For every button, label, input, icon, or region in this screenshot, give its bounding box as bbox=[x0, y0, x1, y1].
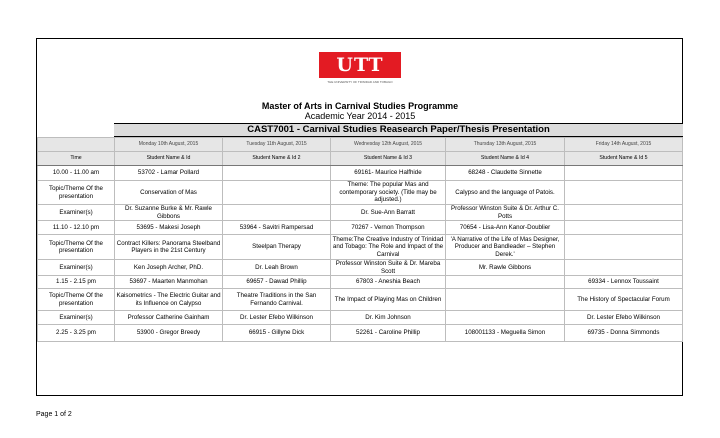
table-cell: 67803 - Aneshia Beach bbox=[331, 276, 446, 289]
table-row bbox=[38, 235, 683, 260]
logo-text: UTT bbox=[336, 53, 384, 76]
row-label-cell: 2.25 - 3.25 pm bbox=[38, 325, 115, 342]
table-cell bbox=[565, 205, 683, 221]
table-cell: Professor Winston Suite & Dr. Arthur C. Potts bbox=[446, 205, 565, 221]
table-row bbox=[38, 289, 683, 311]
table-cell bbox=[223, 166, 331, 181]
table-cell: 53900 - Gregor Breedy bbox=[115, 325, 223, 342]
table-cell: Conservation of Mas bbox=[115, 181, 223, 205]
row-label-cell: Topic/Theme Of the presentation bbox=[38, 181, 115, 205]
table-cell: The History of Spectacular Forum bbox=[565, 289, 683, 311]
table-cell: 53695 - Makesi Joseph bbox=[115, 221, 223, 235]
row-label-cell: Examiner(s) bbox=[38, 311, 115, 325]
table-cell bbox=[565, 221, 683, 235]
table-cell bbox=[446, 289, 565, 311]
table-cell bbox=[565, 166, 683, 181]
program-title: Master of Arts in Carnival Studies Programme bbox=[261, 101, 459, 111]
page-number: Page 1 of 2 bbox=[36, 411, 72, 418]
table-cell: 70654 - Lisa-Ann Kanor-Doublier bbox=[446, 221, 565, 235]
row-label-cell: Time bbox=[38, 152, 115, 166]
table-cell bbox=[446, 311, 565, 325]
table-row bbox=[38, 166, 683, 181]
row-label-cell: Topic/Theme Of the presentation bbox=[38, 289, 115, 311]
table-cell bbox=[565, 181, 683, 205]
table-row bbox=[38, 311, 683, 325]
row-label-cell bbox=[38, 138, 115, 152]
table-row bbox=[38, 276, 683, 289]
table-cell bbox=[565, 235, 683, 260]
table-cell: Dr. Leah Brown bbox=[223, 260, 331, 276]
table-cell: Professor Winston Suite & Dr. Mareba Scott bbox=[331, 260, 446, 276]
table-cell: 69735 - Donna Simmonds bbox=[565, 325, 683, 342]
table-cell: 'A Narrative of the Life of Mas Designer, Producer and Bandleader – Stephen Derek.' bbox=[446, 235, 565, 260]
table-cell: Wednesday 12th August, 2015 bbox=[331, 138, 446, 152]
table-cell: Steelpan Therapy bbox=[223, 235, 331, 260]
row-label-cell: Examiner(s) bbox=[38, 260, 115, 276]
schedule-table bbox=[37, 137, 683, 342]
row-label-cell: 10.00 - 11.00 am bbox=[38, 166, 115, 181]
table-cell: 66915 - Gillyne Dick bbox=[223, 325, 331, 342]
academic-year: Academic Year 2014 - 2015 bbox=[304, 111, 416, 121]
table-cell: Theme:The Creative Industry of Trinidad and Tobago: The Role and Impact of the Carnival bbox=[331, 235, 446, 260]
table-cell bbox=[223, 181, 331, 205]
table-cell: Student Name & Id 3 bbox=[331, 152, 446, 166]
utt-logo bbox=[319, 52, 401, 78]
table-cell bbox=[446, 276, 565, 289]
table-cell: Theatre Traditions in the San Fernando Carnival. bbox=[223, 289, 331, 311]
table-row bbox=[38, 260, 683, 276]
table-cell: Contract Killers: Panorama Steelband Players in the 21st Century bbox=[115, 235, 223, 260]
table-cell: Dr. Lester Efebo Wilkinson bbox=[565, 311, 683, 325]
table-cell: 108001133 - Meguella Simon bbox=[446, 325, 565, 342]
table-cell: Student Name & Id 4 bbox=[446, 152, 565, 166]
table-cell: 69657 - Dawad Phillip bbox=[223, 276, 331, 289]
table-cell: Calypso and the language of Patois. bbox=[446, 181, 565, 205]
row-label-cell: Topic/Theme Of the presentation bbox=[38, 235, 115, 260]
table-cell: Thursday 13th August, 2015 bbox=[446, 138, 565, 152]
table-cell: Dr. Suzanne Burke & Mr. Rawle Gibbons bbox=[115, 205, 223, 221]
table-cell: Student Name & Id 5 bbox=[565, 152, 683, 166]
table-cell: 69161- Maurice Halfhide bbox=[331, 166, 446, 181]
table-cell: 68248 - Claudette Sinnette bbox=[446, 166, 565, 181]
table-row bbox=[38, 221, 683, 235]
table-cell: 53964 - Savitri Rampersad bbox=[223, 221, 331, 235]
logo-subtitle: THE UNIVERSITY OF TRINIDAD AND TOBAGO bbox=[327, 80, 393, 84]
table-cell: Mr. Rawle Gibbons bbox=[446, 260, 565, 276]
table-cell bbox=[223, 205, 331, 221]
table-cell: Dr. Sue-Ann Barratt bbox=[331, 205, 446, 221]
table-cell: Ken Joseph Archer, PhD. bbox=[115, 260, 223, 276]
table-cell: 53697 - Maarten Manmohan bbox=[115, 276, 223, 289]
row-label-cell: Examiner(s) bbox=[38, 205, 115, 221]
table-cell: Student Name & Id bbox=[115, 152, 223, 166]
table-cell: Monday 10th August, 2015 bbox=[115, 138, 223, 152]
row-label-cell: 1.15 - 2.15 pm bbox=[38, 276, 115, 289]
table-cell: Kaisometrics - The Electric Guitar and its Influence on Calypso bbox=[115, 289, 223, 311]
table-cell: The Impact of Playing Mas on Children bbox=[331, 289, 446, 311]
row-label-cell: 11.10 - 12.10 pm bbox=[38, 221, 115, 235]
table-cell: Friday 14th August, 2015 bbox=[565, 138, 683, 152]
table-cell: Student Name & Id 2 bbox=[223, 152, 331, 166]
table-cell bbox=[565, 260, 683, 276]
table-cell: 69334 - Lennox Toussaint bbox=[565, 276, 683, 289]
heads-row bbox=[38, 152, 683, 166]
dates-row bbox=[38, 138, 683, 152]
table-cell: Dr. Lester Efebo Wilkinson bbox=[223, 311, 331, 325]
table-row bbox=[38, 325, 683, 342]
table-cell: 70267 - Vernon Thompson bbox=[331, 221, 446, 235]
table-cell: Professor Catherine Gainham bbox=[115, 311, 223, 325]
table-cell: Theme: The popular Mas and contemporary society. (Title may be adjusted.) bbox=[331, 181, 446, 205]
course-title: CAST7001 - Carnival Studies Reasearch Paper/Thesis Presentation bbox=[114, 123, 683, 137]
table-cell: 52261 - Caroline Phillip bbox=[331, 325, 446, 342]
table-row bbox=[38, 181, 683, 205]
table-cell: Tuesday 11th August, 2015 bbox=[223, 138, 331, 152]
table-cell: Dr. Kim Johnson bbox=[331, 311, 446, 325]
table-cell: 53702 - Lamar Pollard bbox=[115, 166, 223, 181]
table-row bbox=[38, 205, 683, 221]
